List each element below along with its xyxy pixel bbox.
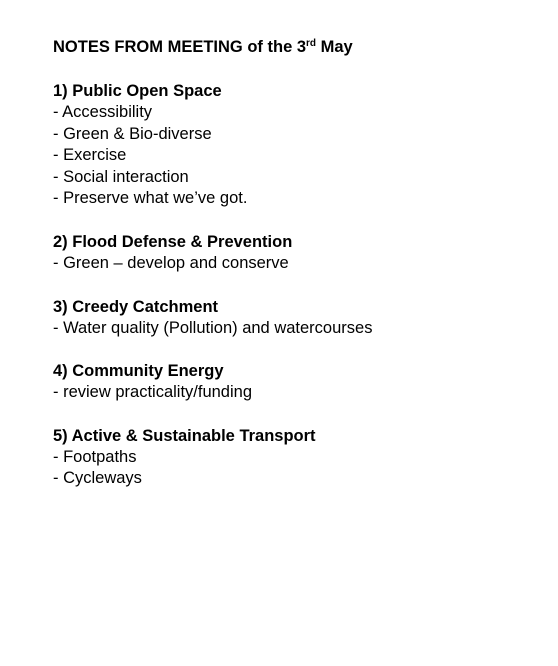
title-ordinal-suffix: rd xyxy=(306,38,317,49)
list-item: - Social interaction xyxy=(53,167,189,186)
section-heading: 1) Public Open Space xyxy=(53,82,222,100)
list-item: - Footpaths xyxy=(53,447,137,466)
section-active-transport xyxy=(53,425,538,490)
list-item: - Green – develop and conserve xyxy=(53,253,289,272)
list-item: - Water quality (Pollution) and watercourses xyxy=(53,318,373,337)
list-item: - Exercise xyxy=(53,146,127,165)
title-month: May xyxy=(316,38,353,56)
list-item: - Accessibility xyxy=(53,103,153,121)
list-item: - Preserve what we’ve got. xyxy=(53,189,248,208)
list-item: - Green & Bio-diverse xyxy=(53,124,212,143)
section-community-energy xyxy=(53,360,538,404)
section-creedy-catchment xyxy=(53,296,538,340)
section-heading: 2) Flood Defense & Prevention xyxy=(53,232,293,251)
title-text: NOTES FROM MEETING of the 3 xyxy=(53,38,307,56)
section-flood-defense xyxy=(53,231,538,275)
list-item: - Cycleways xyxy=(53,469,142,488)
section-public-open-space xyxy=(53,80,538,210)
section-heading: 4) Community Energy xyxy=(53,362,224,381)
section-heading: 3) Creedy Catchment xyxy=(53,297,219,316)
section-heading: 5) Active & Sustainable Transport xyxy=(53,426,316,445)
page-title xyxy=(53,36,538,58)
list-item: - review practicality/funding xyxy=(53,383,252,402)
